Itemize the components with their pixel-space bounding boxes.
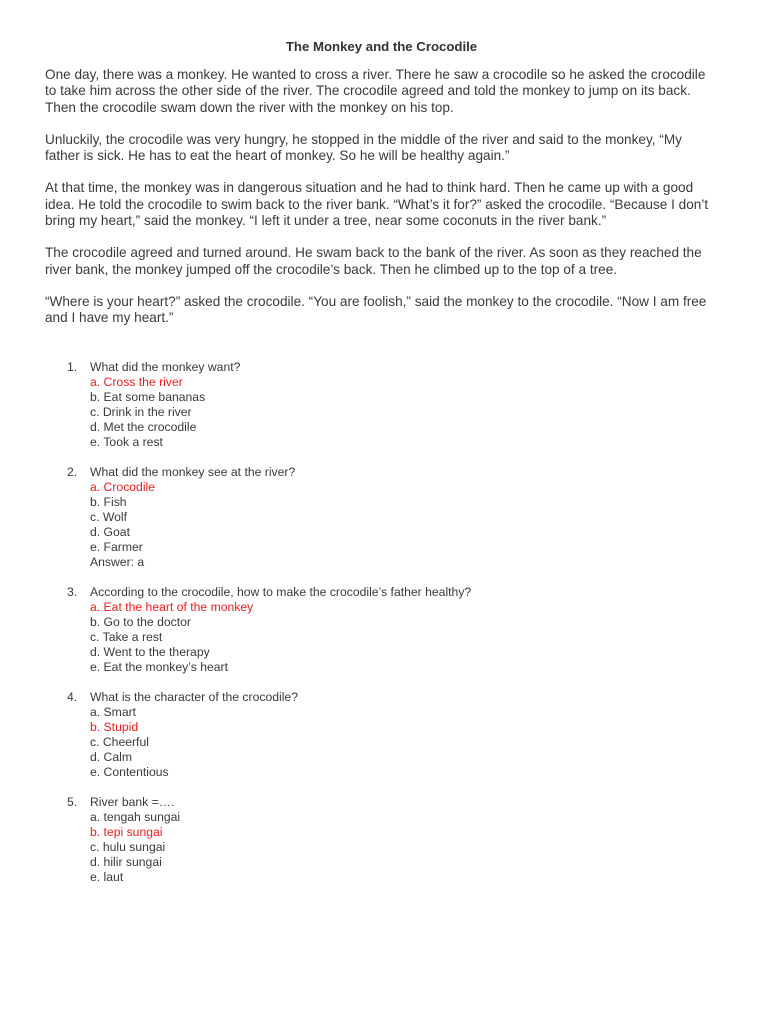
question-text: River bank =…. xyxy=(90,794,175,809)
answer-option-correct: a. Eat the heart of the monkey xyxy=(90,599,254,614)
answer-option: a. Smart xyxy=(90,704,137,719)
story-paragraph: The crocodile agreed and turned around. He swam back to the bank of the river. As soon as they reached the river bank, the monkey jumped off the crocodile’s back. Then he climbed up to the top of a tree. xyxy=(45,245,702,277)
question-text: What did the monkey see at the river? xyxy=(90,464,296,479)
answer-option: d. Met the crocodile xyxy=(90,419,197,434)
answer-option-correct: b. tepi sungai xyxy=(90,824,163,839)
question-item xyxy=(67,464,718,570)
document-title: The Monkey and the Crocodile xyxy=(285,39,478,54)
answer-option: d. Calm xyxy=(90,749,132,764)
story-paragraph: At that time, the monkey was in dangerous situation and he had to think hard. Then he came up with a good idea. He told the crocodile to swim back to the river bank. “What’s it for?” asked the crocodile. “Because I don’t bring my heart,” said the monkey. “I left it under a tree, near some coconuts in the river bank.” xyxy=(45,180,709,229)
question-number: 3. xyxy=(67,584,78,599)
question-number: 4. xyxy=(67,689,78,704)
question-item xyxy=(67,584,718,675)
answer-option: d. Went to the therapy xyxy=(90,644,210,659)
question-item xyxy=(67,794,718,885)
answer-option: e. Farmer xyxy=(90,539,143,554)
question-list xyxy=(45,360,718,885)
answer-line: Answer: a xyxy=(90,554,145,569)
answer-option: b. Go to the doctor xyxy=(90,614,191,629)
story-paragraph: “Where is your heart?” asked the crocodile. “You are foolish,” said the monkey to the crocodile. “Now I am free and I have my heart.” xyxy=(45,293,707,326)
story-paragraph: Unluckily, the crocodile was very hungry, he stopped in the middle of the river and said to the monkey, “My father is sick. He has to eat the heart of monkey. So he will be healthy again.” xyxy=(45,131,682,164)
question-item xyxy=(67,689,718,780)
answer-option: d. hilir sungai xyxy=(90,854,162,869)
story-body xyxy=(45,67,718,327)
answer-option: e. Eat the monkey’s heart xyxy=(90,659,228,674)
question-number: 1. xyxy=(67,359,78,374)
answer-option: c. Wolf xyxy=(90,509,128,524)
answer-option: e. Contentious xyxy=(90,764,169,779)
question-text: According to the crocodile, how to make the crocodile’s father healthy? xyxy=(90,584,472,599)
answer-option: b. Eat some bananas xyxy=(90,389,206,404)
answer-option: c. hulu sungai xyxy=(90,839,166,854)
answer-option: b. Fish xyxy=(90,494,127,509)
question-item xyxy=(67,359,718,450)
answer-option: c. Cheerful xyxy=(90,734,149,749)
question-number: 5. xyxy=(67,794,78,809)
answer-option: c. Drink in the river xyxy=(90,404,192,419)
answer-option-correct: a. Crocodile xyxy=(90,479,156,494)
question-text: What did the monkey want? xyxy=(90,359,241,374)
answer-option-correct: a. Cross the river xyxy=(90,374,183,389)
question-text: What is the character of the crocodile? xyxy=(90,689,298,704)
answer-option: e. laut xyxy=(90,869,124,884)
question-number: 2. xyxy=(67,464,78,479)
answer-option: c. Take a rest xyxy=(90,629,163,644)
answer-option: e. Took a rest xyxy=(90,434,163,449)
answer-option: a. tengah sungai xyxy=(90,809,181,824)
story-paragraph: One day, there was a monkey. He wanted to cross a river. There he saw a crocodile so he asked the crocodile to take him across the other side of the river. The crocodile agreed and told the monkey to jump on its back. Then the crocodile swam down the river with the monkey on his top. xyxy=(45,67,706,115)
answer-option-correct: b. Stupid xyxy=(90,719,139,734)
answer-option: d. Goat xyxy=(90,524,130,539)
